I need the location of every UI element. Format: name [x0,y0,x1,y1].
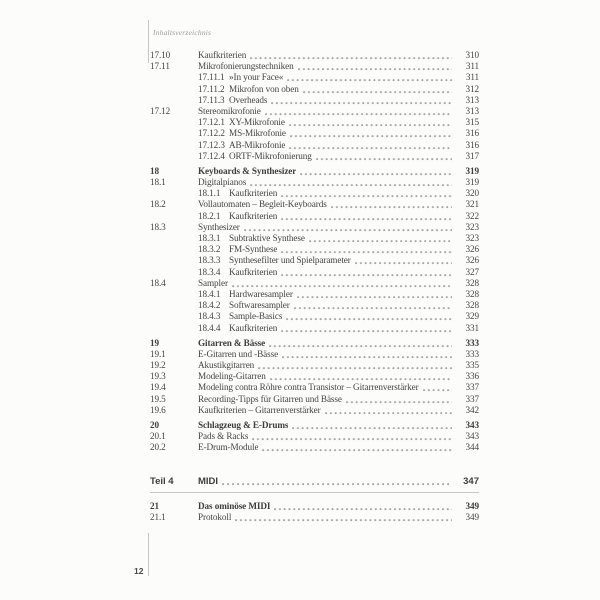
toc-entry-label: FM-Synthese [229,244,278,255]
toc-entry-page: 349 [465,500,479,511]
dotted-leader [287,72,452,83]
dotted-leader [346,394,452,405]
dotted-leader [281,323,452,334]
toc-entry-label: Pads & Racks [198,431,249,442]
toc-entry-page: 311 [465,61,479,72]
dotted-leader [331,199,452,210]
dotted-leader [281,267,452,278]
toc-entry [150,338,479,349]
toc-entry-label: Kaufkriterien [229,188,278,199]
toc-entry-page: 313 [465,94,479,105]
dotted-leader [282,349,452,360]
toc-entry-label: Softwaresampler [229,300,290,311]
toc-entry-page: 328 [465,288,479,299]
toc-entry-number: 19.3 [150,371,166,382]
dotted-leader [316,151,452,162]
toc-entry-label: Modeling-Gitarren [198,371,266,382]
toc-entry-page: 343 [465,420,479,430]
toc-entry-label: Kaufkriterien [229,210,278,221]
toc-entry [150,151,479,162]
toc-entry-number: 18.2 [150,199,166,210]
toc-entry-label: ORTF-Mikrofonierung [229,150,312,161]
toc-entry-label: Subtraktive Synthese [229,233,305,243]
dotted-leader [271,95,452,106]
toc-entry [150,349,479,360]
toc-entry-label: E-Gitarren und -Bässe [198,348,279,359]
dotted-leader [232,278,452,289]
toc-entry [150,394,479,405]
toc-entry-label: Schlagzeug & E-Drums [198,420,289,430]
toc-entry-number: 21 [150,500,159,511]
toc-entry-number: 20.1 [150,431,166,442]
page-number: 12 [134,566,144,576]
dotted-leader [250,50,452,61]
toc-entry-label: Sample-Basics [229,311,283,322]
toc-entry [150,501,479,512]
running-header: Inhaltsverzeichnis [153,28,212,37]
dotted-leader [244,222,452,233]
toc-entry-number: 17.12 [150,105,171,116]
dotted-leader [303,84,452,95]
toc-entry [150,244,479,255]
toc-entry-number: 20.2 [150,442,166,453]
toc-entry [150,382,479,393]
dotted-leader [222,476,452,487]
toc-entry [150,117,479,128]
toc-entry-label: Modeling contra Röhre contra Transistor – Gitarrenverstärker [198,382,419,393]
toc-entry-page: 313 [465,105,479,116]
toc-entry-page: 310 [465,50,479,60]
toc-entry [150,323,479,334]
dotted-leader [252,431,452,442]
toc-entry-page: 349 [465,511,479,522]
header-rule [148,20,149,63]
toc-entry-number: 21.1 [150,511,166,522]
dotted-leader [294,300,452,311]
toc-entry-number: 18.4.2 [198,300,221,311]
toc-entry-number: 18.3.4 [198,266,221,277]
toc-entry-number: 18.1.1 [198,188,221,199]
toc-entry-number: 17.12.1 [198,117,225,128]
toc-entry-label: Gitarren & Bässe [198,337,266,348]
toc-entry-page: 323 [465,221,479,232]
toc-entry-number: 19 [150,337,159,348]
toc-entry-number: 18.4.4 [198,322,221,333]
toc-entry-page: 337 [465,393,479,404]
toc-entry-label: Kaufkriterien [198,50,247,60]
toc-entry-number: 18.4 [150,277,166,288]
toc-entry-page: 347 [463,475,479,487]
toc-entry-number: 17.11 [150,61,170,72]
toc-entry-page: 320 [465,188,479,199]
toc-entry [150,371,479,382]
toc-entry-page: 316 [465,139,479,150]
toc-entry-number: 18.4.3 [198,311,221,322]
toc-entry [150,177,479,188]
toc-entry-page: 335 [465,360,479,371]
toc-entry-label: AB-Mikrofonie [229,139,286,150]
toc-entry [150,431,479,442]
toc-entry-label: Hardwaresampler [229,288,293,299]
toc-entry [150,199,479,210]
dotted-leader [289,140,452,151]
table-of-contents [150,50,479,523]
toc-entry [150,442,479,453]
toc-entry-page: 312 [465,83,479,94]
dotted-leader [290,128,452,139]
toc-entry-label: Stereomikrofonie [198,105,261,116]
toc-entry-label: Recording-Tipps für Gitarren und Bässe [198,393,342,404]
dotted-leader [281,188,452,199]
toc-entry-page: 333 [465,348,479,359]
toc-entry [150,61,479,72]
toc-entry-page: 316 [465,128,479,139]
toc-entry-label: Keyboards & Synthesizer [198,165,297,176]
toc-entry-label: Kaufkriterien [229,322,278,333]
toc-entry [150,300,479,311]
dotted-leader [325,405,452,416]
toc-entry-page: 317 [465,150,479,161]
toc-entry-number: 18.3 [150,221,166,232]
toc-entry-number: 20 [150,420,159,430]
dotted-leader [281,244,452,255]
toc-entry-label: Kaufkriterien [229,266,278,277]
toc-entry-page: 333 [465,337,479,348]
dotted-leader [423,382,452,393]
dotted-leader [250,177,452,188]
toc-entry-page: 336 [465,371,479,382]
toc-entry-label: Vollautomaten – Begleit-Keyboards [198,199,327,210]
toc-entry-number: 19.4 [150,382,166,393]
toc-entry [150,166,479,177]
toc-entry-page: 331 [465,322,479,333]
toc-entry [150,72,479,83]
toc-entry-label: Protokoll [198,511,232,522]
toc-entry-page: 319 [465,165,479,176]
toc-entry [150,420,479,431]
toc-entry-number: 17.10 [150,50,171,60]
toc-entry-number: 18.2.1 [198,210,221,221]
dotted-leader [258,360,452,371]
toc-entry-page: 342 [465,404,479,415]
toc-entry-number: 17.11.1 [198,72,225,83]
toc-entry-number: 18.3.3 [198,255,221,266]
toc-entry-number: 17.12.2 [198,128,225,139]
dotted-leader [270,371,452,382]
toc-entry [150,360,479,371]
toc-entry-number: 19.2 [150,360,166,371]
footer-rule [148,533,149,576]
toc-entry [150,211,479,222]
toc-entry-page: 328 [465,300,479,311]
toc-entry [150,95,479,106]
toc-entry [150,278,479,289]
toc-entry-label: Akustikgitarren [198,360,255,371]
toc-entry-number: 19.5 [150,393,166,404]
toc-entry-label: Overheads [229,94,268,105]
toc-entry-label: »In your Face« [229,72,284,83]
toc-entry-label: Kaufkriterien – Gitarrenverstärker [198,404,321,415]
toc-entry-label: MS-Mikrofonie [229,128,286,139]
toc-entry-number: 18.3.2 [198,244,221,255]
toc-entry-label: XY-Mikrofonie [229,117,285,128]
toc-entry-number: Teil 4 [150,475,174,487]
dotted-leader [292,420,452,431]
toc-entry-label: Digitalpianos [198,177,247,188]
toc-entry-page: 322 [465,210,479,221]
toc-entry [150,140,479,151]
toc-entry-label: Synthesefilter und Spielparameter [229,255,351,266]
toc-part-entry [150,476,479,493]
toc-entry [150,128,479,139]
toc-entry-number: 18.1 [150,177,166,188]
toc-entry-label: Sampler [198,277,228,288]
toc-entry [150,106,479,117]
toc-entry-page: 315 [465,117,479,128]
dotted-leader [265,106,452,117]
toc-entry [150,289,479,300]
toc-entry-number: 18.3.1 [198,233,221,243]
dotted-leader [269,338,452,349]
toc-entry-label: Mikrofon von oben [229,83,299,94]
toc-entry-page: 323 [465,233,479,243]
toc-entry [150,222,479,233]
toc-entry [150,84,479,95]
toc-entry [150,405,479,416]
toc-entry [150,311,479,322]
toc-entry-label: Das ominöse MIDI [198,500,271,511]
toc-entry-page: 337 [465,382,479,393]
dotted-leader [298,61,452,72]
toc-entry-page: 326 [465,255,479,266]
toc-entry-label: Mikrofonierungstechniken [198,61,294,72]
dotted-leader [262,442,452,453]
toc-entry-number: 18.4.1 [198,288,221,299]
dotted-leader [286,311,452,322]
toc-entry [150,267,479,278]
toc-entry [150,255,479,266]
toc-entry-page: 321 [465,199,479,210]
dotted-leader [355,255,452,266]
toc-entry [150,50,479,61]
toc-entry-label: Synthesizer [198,221,240,232]
toc-entry [150,188,479,199]
toc-entry-page: 343 [465,431,479,442]
dotted-leader [300,166,452,177]
dotted-leader [235,512,452,523]
dotted-leader [309,233,452,244]
toc-entry-label: MIDI [198,475,219,487]
toc-entry-number: 17.12.4 [198,150,225,161]
toc-entry-page: 328 [465,277,479,288]
toc-entry-page: 326 [465,244,479,255]
toc-entry-number: 19.6 [150,404,166,415]
dotted-leader [297,289,452,300]
toc-entry-page: 319 [465,177,479,188]
toc-entry [150,512,479,523]
dotted-leader [274,501,452,512]
toc-entry-page: 311 [465,72,479,83]
toc-entry-number: 19.1 [150,348,166,359]
toc-entry [150,233,479,244]
toc-entry-number: 18 [150,165,159,176]
toc-entry-number: 17.11.3 [198,94,225,105]
toc-entry-page: 344 [465,442,479,453]
toc-entry-label: E-Drum-Module [198,442,259,453]
dotted-leader [281,211,452,222]
toc-entry-page: 327 [465,266,479,277]
toc-entry-number: 17.11.2 [198,83,225,94]
dotted-leader [289,117,452,128]
toc-entry-number: 17.12.3 [198,139,225,150]
toc-entry-page: 329 [465,311,479,322]
